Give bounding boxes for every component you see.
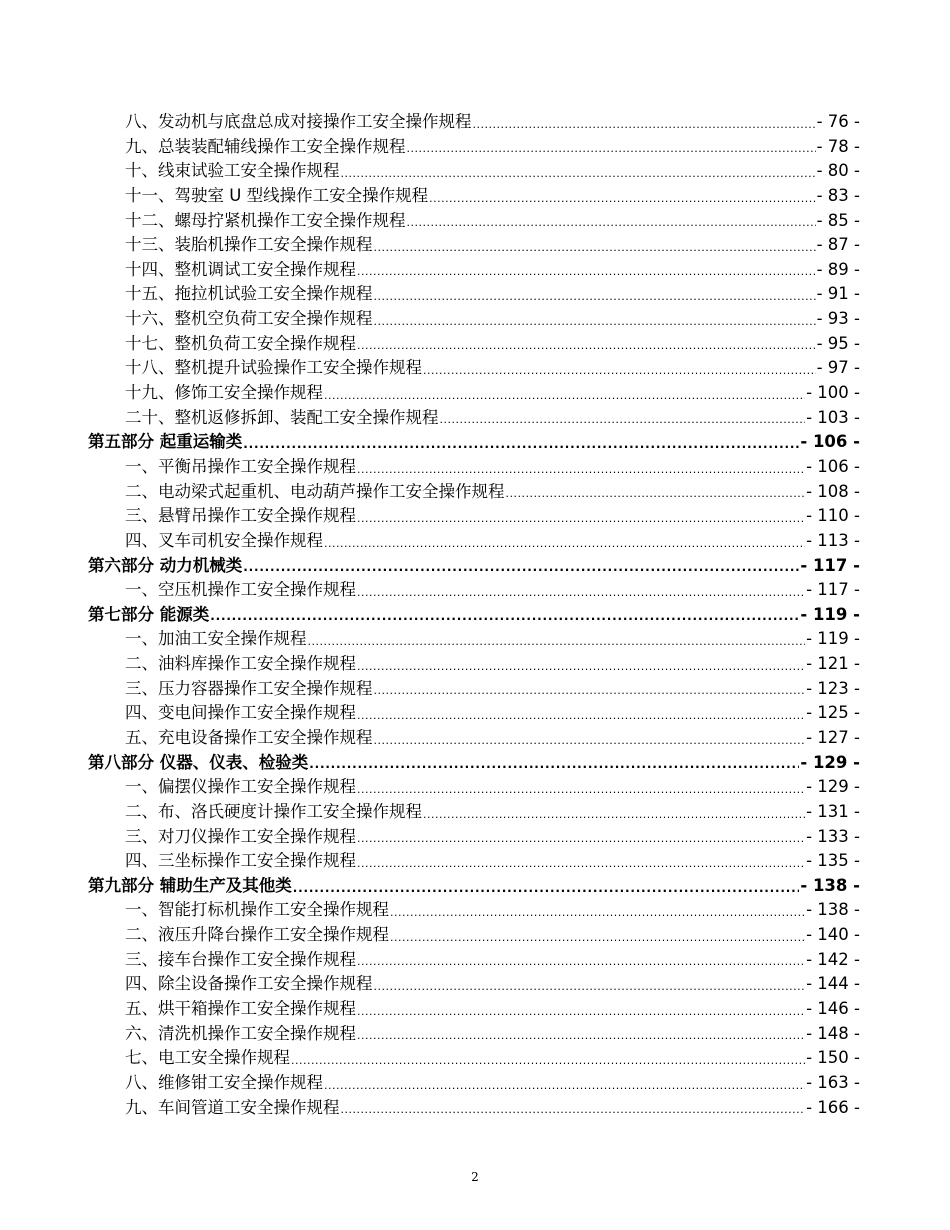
toc-dot-leader: [357, 337, 816, 351]
toc-page-number[interactable]: - 106 -: [806, 456, 860, 476]
toc-dot-leader: [357, 953, 805, 967]
toc-section-row[interactable]: [88, 751, 860, 776]
toc-page-number[interactable]: - 117 -: [806, 580, 860, 600]
toc-entry-row[interactable]: [88, 159, 860, 184]
toc-title[interactable]: 十三、装胎机操作工安全操作规程: [125, 235, 373, 255]
toc-page-number[interactable]: - 148 -: [806, 1023, 860, 1043]
toc-dot-leader: [357, 707, 805, 721]
toc-dot-leader: [357, 658, 805, 672]
toc-page-number[interactable]: - 119 -: [800, 604, 860, 624]
toc-dot-leader: [324, 387, 805, 401]
toc-page-number[interactable]: - 106 -: [800, 432, 860, 452]
toc-page-number[interactable]: - 150 -: [806, 1048, 860, 1068]
toc-section-row[interactable]: [88, 554, 860, 579]
toc-title[interactable]: 八、发动机与底盘总成对接操作工安全操作规程: [125, 111, 472, 131]
toc-entry-row[interactable]: [88, 1096, 860, 1121]
toc-dot-leader: [506, 485, 806, 499]
toc-title[interactable]: 第五部分 起重运输类: [88, 432, 243, 452]
toc-page-number[interactable]: - 119 -: [806, 629, 860, 649]
toc-dot-leader: [357, 584, 805, 598]
toc-dot-leader: [357, 263, 816, 277]
toc-title[interactable]: 十八、整机提升试验操作工安全操作规程: [125, 358, 422, 378]
toc-title[interactable]: 一、空压机操作工安全操作规程: [125, 580, 356, 600]
toc-title[interactable]: 十二、螺母拧紧机操作工安全操作规程: [125, 210, 406, 230]
toc-dot-leader: [309, 756, 799, 770]
toc-entry-row[interactable]: [88, 849, 860, 874]
toc-title[interactable]: 二十、整机返修拆卸、装配工安全操作规程: [125, 407, 439, 427]
toc-page-number[interactable]: - 85 -: [816, 210, 860, 230]
toc-page-number[interactable]: - 117 -: [800, 555, 860, 575]
toc-entry-row[interactable]: [88, 282, 860, 307]
toc-title[interactable]: 九、车间管道工安全操作规程: [125, 1097, 340, 1117]
toc-page-number[interactable]: - 138 -: [800, 875, 860, 895]
toc-page-number[interactable]: - 163 -: [806, 1072, 860, 1092]
toc-dot-leader: [357, 781, 805, 795]
toc-dot-leader: [374, 313, 816, 327]
toc-title[interactable]: 九、总装装配辅线操作工安全操作规程: [125, 136, 406, 156]
toc-entry-row[interactable]: [88, 652, 860, 677]
toc-entry-row[interactable]: [88, 948, 860, 973]
toc-dot-leader: [357, 1003, 805, 1017]
toc-title[interactable]: 二、油料库操作工安全操作规程: [125, 654, 356, 674]
toc-title[interactable]: 十七、整机负荷工安全操作规程: [125, 333, 356, 353]
toc-page-number[interactable]: - 110 -: [806, 506, 860, 526]
toc-title[interactable]: 四、变电间操作工安全操作规程: [125, 703, 356, 723]
toc-title[interactable]: 第八部分 仪器、仪表、检验类: [88, 752, 309, 772]
toc-entry-row[interactable]: [88, 923, 860, 948]
toc-entry-row[interactable]: [88, 356, 860, 381]
toc-title[interactable]: 二、布、洛氏硬度计操作工安全操作规程: [125, 801, 422, 821]
toc-dot-leader: [357, 461, 805, 475]
toc-dot-leader: [293, 880, 800, 894]
table-of-contents: [88, 110, 860, 1120]
toc-page-number[interactable]: - 83 -: [816, 185, 860, 205]
toc-dot-leader: [357, 855, 805, 869]
toc-page-number[interactable]: - 142 -: [806, 949, 860, 969]
toc-entry-row[interactable]: [88, 455, 860, 480]
toc-entry-row[interactable]: [88, 701, 860, 726]
toc-page-number[interactable]: - 95 -: [816, 333, 860, 353]
toc-title[interactable]: 二、电动梁式起重机、电动葫芦操作工安全操作规程: [125, 481, 505, 501]
toc-dot-leader: [357, 510, 805, 524]
toc-entry-row[interactable]: [88, 825, 860, 850]
toc-title[interactable]: 二、液压升降台操作工安全操作规程: [125, 925, 389, 945]
toc-dot-leader: [423, 806, 805, 820]
toc-title[interactable]: 三、悬臂吊操作工安全操作规程: [125, 506, 356, 526]
toc-title[interactable]: 第七部分 能源类: [88, 604, 210, 624]
toc-entry-row[interactable]: [88, 504, 860, 529]
toc-entry-row[interactable]: [88, 233, 860, 258]
toc-entry-row[interactable]: [88, 307, 860, 332]
toc-entry-row[interactable]: [88, 258, 860, 283]
toc-page-number[interactable]: - 129 -: [800, 752, 860, 772]
toc-title[interactable]: 十九、修饰工安全操作规程: [125, 383, 323, 403]
toc-entry-row[interactable]: [88, 209, 860, 234]
toc-title[interactable]: 第六部分 动力机械类: [88, 555, 243, 575]
toc-page-number[interactable]: - 135 -: [806, 851, 860, 871]
toc-page-number[interactable]: - 133 -: [806, 826, 860, 846]
toc-page-number[interactable]: - 166 -: [806, 1097, 860, 1117]
toc-title[interactable]: 一、平衡吊操作工安全操作规程: [125, 456, 356, 476]
toc-entry-row[interactable]: [88, 899, 860, 924]
toc-page-number[interactable]: - 131 -: [806, 801, 860, 821]
toc-dot-leader: [243, 559, 799, 573]
toc-dot-leader: [423, 362, 816, 376]
toc-dot-leader: [210, 608, 799, 622]
page-number-footer: 2: [471, 1170, 479, 1184]
toc-dot-leader: [357, 830, 805, 844]
toc-dot-leader: [374, 288, 816, 302]
toc-page-number[interactable]: - 125 -: [806, 703, 860, 723]
toc-page-number[interactable]: - 100 -: [806, 383, 860, 403]
toc-page-number[interactable]: - 129 -: [806, 777, 860, 797]
toc-entry-row[interactable]: [88, 1022, 860, 1047]
toc-title[interactable]: 五、烘干箱操作工安全操作规程: [125, 999, 356, 1019]
toc-page-number[interactable]: - 87 -: [816, 235, 860, 255]
toc-entry-row[interactable]: [88, 406, 860, 431]
toc-dot-leader: [440, 411, 806, 425]
toc-dot-leader: [374, 682, 806, 696]
toc-entry-row[interactable]: [88, 578, 860, 603]
toc-dot-leader: [473, 116, 816, 130]
toc-entry-row[interactable]: [88, 800, 860, 825]
toc-title[interactable]: 四、三坐标操作工安全操作规程: [125, 851, 356, 871]
toc-page-number[interactable]: - 91 -: [816, 284, 860, 304]
toc-page-number[interactable]: - 140 -: [806, 925, 860, 945]
toc-dot-leader: [291, 1052, 805, 1066]
toc-dot-leader: [341, 1101, 806, 1115]
toc-title[interactable]: 八、维修钳工安全操作规程: [125, 1072, 323, 1092]
toc-title[interactable]: 十、线束试验工安全操作规程: [125, 161, 340, 181]
toc-page-number[interactable]: - 146 -: [806, 999, 860, 1019]
toc-dot-leader: [341, 165, 816, 179]
toc-title[interactable]: 五、充电设备操作工安全操作规程: [125, 728, 373, 747]
toc-dot-leader: [308, 633, 806, 647]
toc-title[interactable]: 十四、整机调试工安全操作规程: [125, 259, 356, 279]
toc-title[interactable]: 十五、拖拉机试验工安全操作规程: [125, 284, 373, 304]
toc-entry-row[interactable]: [88, 726, 860, 751]
toc-page-number[interactable]: - 103 -: [806, 407, 860, 427]
toc-title[interactable]: 第九部分 辅助生产及其他类: [88, 875, 292, 895]
toc-page-number[interactable]: - 93 -: [816, 309, 860, 329]
toc-page-number[interactable]: - 123 -: [806, 678, 860, 698]
toc-section-row[interactable]: [88, 874, 860, 899]
toc-title[interactable]: 一、加油工安全操作规程: [125, 629, 307, 649]
toc-page-number[interactable]: - 108 -: [806, 481, 860, 501]
toc-entry-row[interactable]: [88, 627, 860, 652]
toc-dot-leader: [374, 239, 816, 253]
toc-page-number[interactable]: - 138 -: [806, 900, 860, 920]
toc-entry-row[interactable]: [88, 110, 860, 135]
toc-page-number[interactable]: - 89 -: [816, 259, 860, 279]
toc-title[interactable]: 三、对刀仪操作工安全操作规程: [125, 826, 356, 846]
toc-entry-row[interactable]: [88, 135, 860, 160]
toc-title[interactable]: 六、清洗机操作工安全操作规程: [125, 1023, 356, 1043]
toc-page-number[interactable]: - 78 -: [816, 136, 860, 156]
toc-page-number[interactable]: - 121 -: [806, 654, 860, 674]
toc-entry-row[interactable]: [88, 775, 860, 800]
toc-entry-row[interactable]: [88, 1071, 860, 1096]
toc-page-number[interactable]: - 80 -: [816, 161, 860, 181]
toc-dot-leader: [374, 732, 806, 746]
toc-dot-leader: [390, 904, 805, 918]
toc-title[interactable]: 十六、整机空负荷工安全操作规程: [125, 309, 373, 329]
toc-title[interactable]: 十一、驾驶室 U 型线操作工安全操作规程: [125, 185, 429, 205]
toc-dot-leader: [324, 535, 805, 549]
toc-title[interactable]: 七、电工安全操作规程: [125, 1048, 290, 1068]
toc-entry-row[interactable]: [88, 677, 860, 702]
toc-entry-row[interactable]: [88, 1046, 860, 1071]
toc-page-number[interactable]: - 76 -: [816, 111, 860, 131]
toc-page-number[interactable]: - 97 -: [816, 358, 860, 378]
toc-dot-leader: [407, 140, 816, 154]
toc-title[interactable]: 一、偏摆仪操作工安全操作规程: [125, 777, 356, 797]
toc-dot-leader: [243, 436, 799, 450]
toc-page-number[interactable]: - 127 -: [806, 728, 860, 747]
toc-dot-leader: [407, 214, 816, 228]
toc-entry-row[interactable]: [88, 184, 860, 209]
toc-title[interactable]: 三、接车台操作工安全操作规程: [125, 949, 356, 969]
toc-dot-leader: [357, 1027, 805, 1041]
toc-section-row[interactable]: [88, 430, 860, 455]
toc-title[interactable]: 一、智能打标机操作工安全操作规程: [125, 900, 389, 920]
toc-entry-row[interactable]: [88, 381, 860, 406]
toc-title[interactable]: 三、压力容器操作工安全操作规程: [125, 678, 373, 698]
toc-entry-row[interactable]: [88, 332, 860, 357]
toc-entry-row[interactable]: [88, 480, 860, 505]
toc-dot-leader: [390, 929, 805, 943]
toc-entry-row[interactable]: [88, 997, 860, 1022]
toc-title[interactable]: 四、叉车司机安全操作规程: [125, 530, 323, 550]
toc-dot-leader: [324, 1077, 805, 1091]
toc-dot-leader: [429, 190, 816, 204]
toc-page-number[interactable]: - 113 -: [806, 530, 860, 550]
toc-title[interactable]: 四、除尘设备操作工安全操作规程: [125, 974, 373, 994]
toc-entry-row[interactable]: [88, 972, 860, 997]
toc-section-row[interactable]: [88, 603, 860, 628]
toc-page-number[interactable]: - 144 -: [806, 974, 860, 994]
toc-dot-leader: [374, 978, 806, 992]
toc-entry-row[interactable]: [88, 529, 860, 554]
